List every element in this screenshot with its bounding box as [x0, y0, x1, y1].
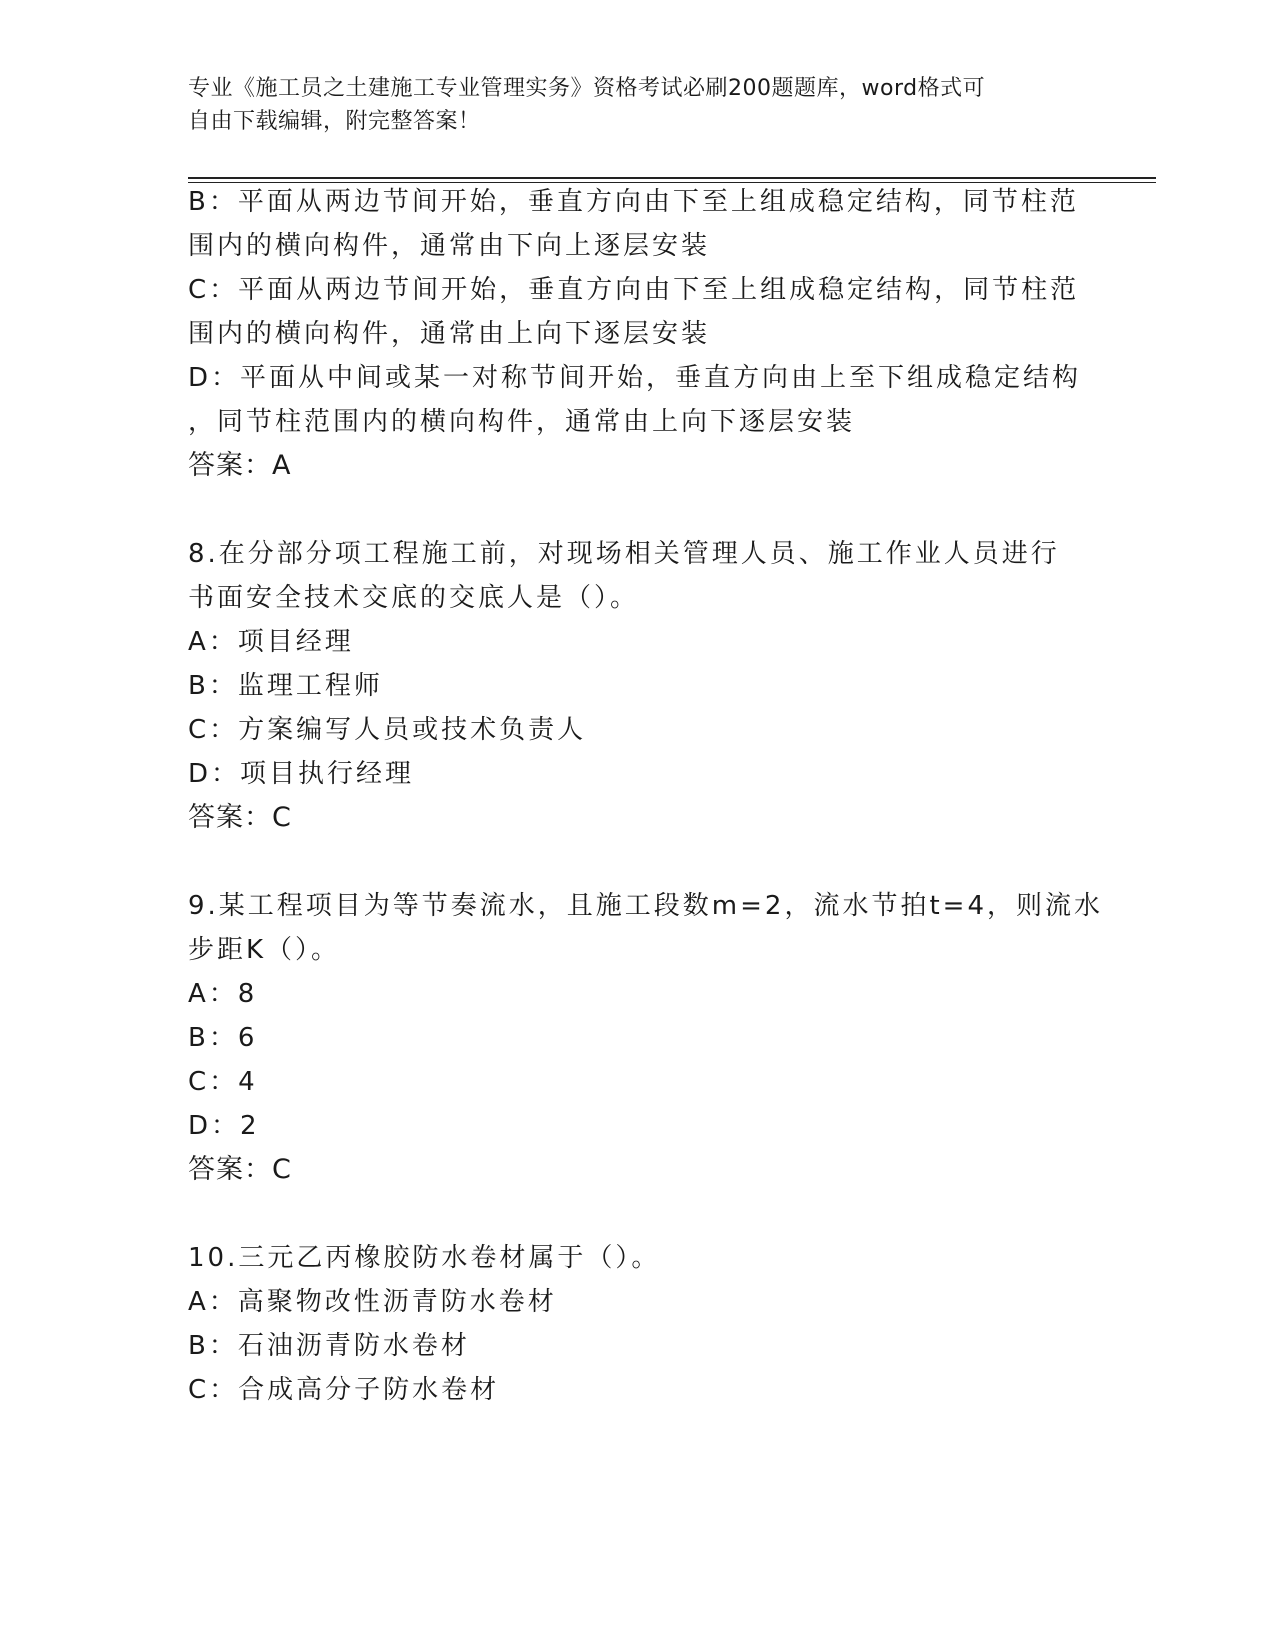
- q9-stem-line-2: 步距K（）。: [188, 935, 341, 965]
- q7-option-d-line-1: D：平面从中间或某一对称节间开始，垂直方向由上至下组成稳定结构: [188, 363, 1082, 393]
- q8-stem-line-1: 8.在分部分项工程施工前，对现场相关管理人员、施工作业人员进行: [188, 539, 1060, 569]
- q8-answer: 答案：C: [188, 802, 292, 833]
- q7-option-d-line-2: ，同节柱范围内的横向构件，通常由上向下逐层安装: [188, 407, 856, 437]
- q10-option-c: C：合成高分子防水卷材: [188, 1375, 500, 1405]
- q7-option-b-line-1: B：平面从两边节间开始，垂直方向由下至上组成稳定结构，同节柱范: [188, 187, 1079, 217]
- q9-option-c: C：4: [188, 1067, 258, 1097]
- q7-option-b-line-2: 围内的横向构件，通常由下向上逐层安装: [188, 231, 711, 261]
- q9-stem-line-1: 9.某工程项目为等节奏流水，且施工段数m=2，流水节拍t=4，则流水: [188, 891, 1103, 921]
- q9-answer: 答案：C: [188, 1154, 292, 1185]
- document-header: [188, 72, 1088, 138]
- q8-option-b: B：监理工程师: [188, 671, 383, 701]
- q10-option-b: B：石油沥青防水卷材: [188, 1331, 470, 1361]
- q7-option-c-line-2: 围内的横向构件，通常由上向下逐层安装: [188, 319, 711, 349]
- q9-option-b: B：6: [188, 1023, 258, 1053]
- q8-option-d: D：项目执行经理: [188, 759, 415, 789]
- header-title-line-2: 自由下载编辑，附完整答案！: [188, 109, 481, 134]
- q7-answer: 答案：A: [188, 450, 292, 481]
- q8-option-c: C：方案编写人员或技术负责人: [188, 715, 587, 745]
- header-rule-thick: [188, 177, 1156, 179]
- q7-option-c-line-1: C：平面从两边节间开始，垂直方向由下至上组成稳定结构，同节柱范: [188, 275, 1080, 305]
- header-title-line-1: 专业《施工员之土建施工专业管理实务》资格考试必刷200题题库，word格式可: [188, 76, 986, 101]
- q10-stem-line-1: 10.三元乙丙橡胶防水卷材属于（）。: [188, 1243, 661, 1273]
- q8-option-a: A：项目经理: [188, 627, 354, 657]
- q9-option-a: A：8: [188, 979, 258, 1009]
- q8-stem-line-2: 书面安全技术交底的交底人是（）。: [188, 583, 640, 613]
- q9-option-d: D：2: [188, 1111, 260, 1141]
- q10-option-a: A：高聚物改性沥青防水卷材: [188, 1287, 557, 1317]
